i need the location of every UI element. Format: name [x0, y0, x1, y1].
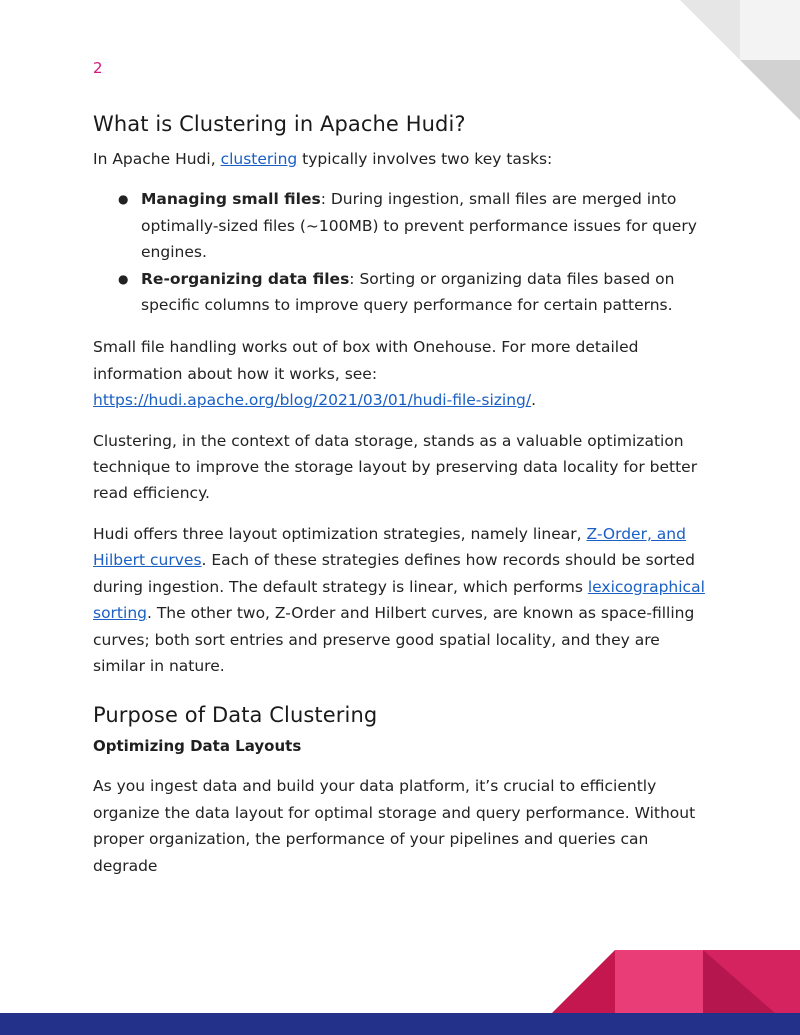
bullet-text: : Sorting or organizing data files based on specific columns to improve query performance for certain patterns. — [141, 269, 675, 315]
small-file-text: Small file handling works out of box with Onehouse. For more detailed information about how it works, see: — [93, 338, 639, 383]
intro-text-end: typically involves two key tasks: — [297, 150, 553, 168]
strategies-paragraph — [93, 521, 708, 679]
strategies-text-end: . The other two, Z-Order and Hilbert curves, are known as space-filling curves; both sort entries and preserve good spatial locality, and they are similar in nature. — [93, 604, 695, 675]
period: . — [531, 391, 537, 410]
small-file-paragraph — [93, 334, 708, 413]
lexicographical-sorting-link[interactable]: lexicographical sorting — [93, 577, 705, 623]
bullet-icon: ● — [118, 271, 129, 286]
zorder-hilbert-link[interactable]: Z-Order, and Hilbert curves — [93, 524, 686, 570]
intro-paragraph — [93, 146, 708, 172]
tasks-list — [93, 186, 708, 318]
bullet-icon: ● — [118, 192, 129, 207]
intro-text: In Apache Hudi, — [93, 150, 221, 168]
footer-bar — [0, 1013, 800, 1035]
layouts-paragraph: As you ingest data and build your data platform, it’s crucial to efficiently organize the data layout for optimal storage and query performance. Without proper organization, the performance of your pipelines and queries can degrade — [93, 777, 696, 875]
strategies-text-middle: . Each of these strategies defines how records should be sorted during ingestion. The default strategy is linear, which performs — [93, 551, 696, 596]
list-item — [93, 266, 708, 319]
clustering-link[interactable]: clustering — [220, 150, 298, 168]
page-number: 2 — [93, 59, 103, 77]
corner-decoration-top — [680, 0, 800, 120]
section-heading-clustering: What is Clustering in Apache Hudi? — [93, 112, 466, 136]
strategies-text: Hudi offers three layout optimization strategies, namely linear, — [93, 524, 587, 543]
page-content — [93, 112, 708, 893]
bullet-title: Re-organizing data files — [141, 269, 350, 288]
bullet-title: Managing small files — [141, 190, 321, 209]
bullet-text: : During ingestion, small files are merged into optimally-sized files (~100MB) to prevent performance issues for query engines. — [141, 190, 697, 262]
subheading-optimizing: Optimizing Data Layouts — [93, 737, 302, 756]
section-heading-purpose: Purpose of Data Clustering — [93, 703, 378, 728]
clustering-definition-paragraph: Clustering, in the context of data storage, stands as a valuable optimization technique to improve the storage layout by preserving data locality for better read efficiency. — [93, 431, 698, 503]
list-item — [93, 186, 708, 265]
file-sizing-link[interactable]: https://hudi.apache.org/blog/2021/03/01/hudi-file-sizing/ — [93, 391, 532, 410]
